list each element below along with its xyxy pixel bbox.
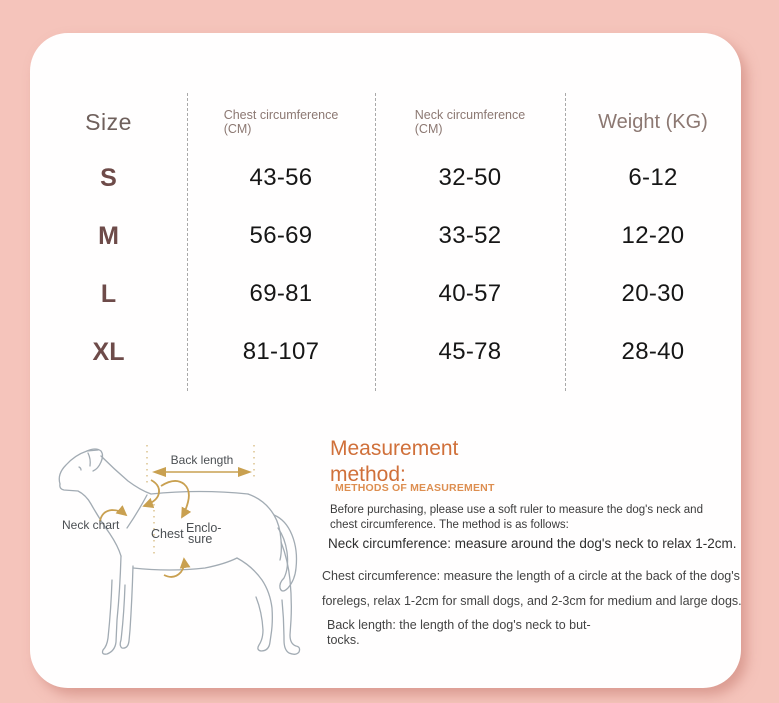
back-length-arrowhead-right	[238, 467, 252, 477]
chest-measure-arrow-top	[161, 481, 189, 517]
size-chart-card	[30, 33, 741, 688]
size-label-s: S	[100, 163, 117, 192]
weight-value-l: 20-30	[621, 280, 685, 307]
chest-measure-arrow-bottom	[164, 559, 184, 577]
neck-value-xl: 45-78	[438, 338, 502, 365]
chest-value-s: 43-56	[249, 164, 313, 191]
dog-measurement-diagram	[30, 420, 320, 688]
chest-value-m: 56-69	[249, 222, 313, 249]
back-length-note-line1: Back length: the length of the dog's neck to but-	[327, 618, 591, 632]
column-header-neck	[415, 108, 525, 136]
size-label-xl: XL	[92, 337, 125, 366]
back-length-label: Back length	[170, 453, 234, 467]
chest-value-xl: 81-107	[242, 338, 320, 365]
neck-chart-label: Neck chart	[62, 518, 120, 532]
chest-value-l: 69-81	[249, 280, 313, 307]
neck-value-m: 33-52	[438, 222, 502, 249]
enclosure-label-line2: sure	[188, 532, 213, 546]
back-length-arrowhead-left	[152, 467, 166, 477]
measurement-intro-text: Before purchasing, please use a soft ruler to measure the dog's neck and chest circumference. The method is as follows:	[330, 504, 703, 531]
neck-value-s: 32-50	[438, 164, 502, 191]
neck-circumference-note: Neck circumference: measure around the dog's neck to relax 1-2cm.	[328, 536, 737, 551]
size-label-m: M	[98, 221, 119, 250]
column-header-neck-unit: (CM)	[414, 122, 443, 136]
column-header-chest-label: Chest circumference	[223, 108, 339, 122]
weight-value-xl: 28-40	[621, 338, 685, 365]
size-table	[30, 95, 741, 381]
back-length-note-line2: tocks.	[327, 633, 360, 647]
enclosure-label-line1: Enclo-	[186, 521, 222, 535]
weight-value-m: 12-20	[621, 222, 685, 249]
column-header-neck-label: Neck circumference	[414, 108, 526, 122]
chest-circumference-note-line1: Chest circumference: measure the length of a circle at the back of the dog's	[322, 569, 740, 583]
weight-value-s: 6-12	[628, 164, 678, 191]
column-header-chest	[224, 108, 339, 136]
measurement-method-heading: Measurement method:	[330, 437, 459, 486]
neck-value-l: 40-57	[438, 280, 502, 307]
column-header-size: Size	[85, 108, 132, 135]
chest-label: Chest	[151, 527, 184, 541]
size-label-l: L	[100, 279, 117, 308]
measurement-method-subheading: METHODS OF MEASUREMENT	[335, 482, 495, 494]
dog-outline-illustration	[59, 449, 299, 654]
back-length-note	[327, 618, 617, 648]
column-header-weight: Weight (KG)	[598, 110, 708, 133]
column-header-chest-unit: (CM)	[223, 122, 252, 136]
chest-circumference-note-line2: forelegs, relax 1-2cm for small dogs, and 2-3cm for medium and large dogs.	[322, 594, 742, 608]
